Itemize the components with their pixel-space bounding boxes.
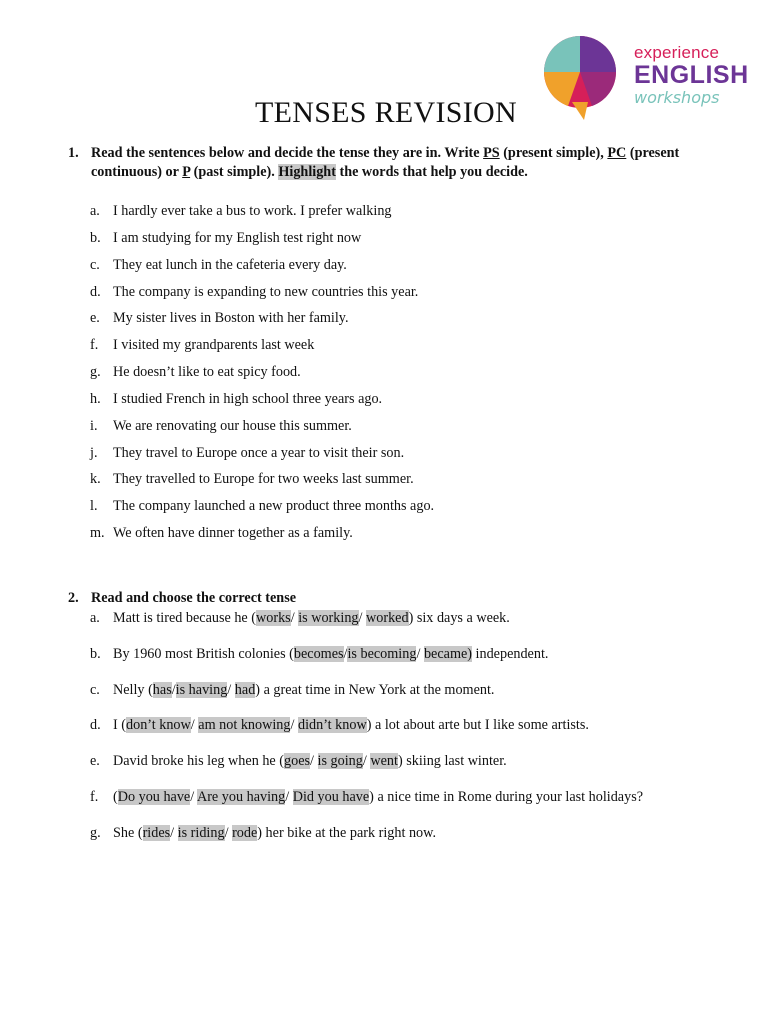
item-letter: l. — [90, 498, 98, 514]
separator: / — [170, 825, 178, 841]
item-text: I studied French in high school three years ago. — [113, 391, 383, 407]
item-text: He doesn’t like to eat spicy food. — [113, 364, 301, 380]
item-letter: g. — [90, 825, 101, 841]
item-letter: g. — [90, 364, 101, 380]
question-text — [91, 144, 728, 182]
item-text: I hardly ever take a bus to work. I prefer walking — [113, 203, 392, 219]
sentence-text: ) her bike at the park right now. — [257, 825, 437, 841]
item-text — [113, 717, 589, 734]
page-title: TENSES REVISION — [254, 96, 517, 129]
sentence-text: ) a nice time in Rome during your last holidays? — [369, 789, 644, 805]
separator: / — [362, 753, 371, 769]
item-text — [113, 789, 643, 806]
instruction-text: (past simple). — [190, 164, 279, 180]
item-text — [113, 825, 436, 842]
option-3: had — [234, 682, 256, 698]
option-2: am not knowing — [198, 717, 291, 733]
ps-label: PS — [483, 145, 500, 161]
separator: / — [416, 646, 424, 662]
item-letter: f. — [90, 337, 99, 353]
option-1: don’t know — [126, 717, 191, 733]
question-number: 2. — [68, 590, 79, 606]
option-3: went — [370, 753, 398, 769]
option-1: becomes — [293, 646, 344, 662]
highlight-word: Highlight — [278, 164, 336, 180]
sentence-text: David broke his leg when he ( — [113, 753, 284, 769]
separator: / — [358, 610, 366, 626]
sentence-text: ( — [113, 789, 118, 805]
separator: / — [171, 682, 176, 698]
logo-workshops-text: workshops — [634, 88, 720, 107]
option-1: rides — [142, 825, 171, 841]
logo-experience-text: experience — [634, 43, 720, 62]
option-2: is riding — [177, 825, 225, 841]
sentence-text: Matt is tired because he ( — [113, 610, 257, 626]
item-letter: c. — [90, 257, 100, 273]
option-3: rode — [232, 825, 258, 841]
instruction-text: the words that help you decide. — [335, 164, 528, 180]
item-text: The company is expanding to new countries this year. — [113, 284, 419, 300]
sentence-text: By 1960 most British colonies ( — [113, 646, 294, 662]
item-text: They travelled to Europe for two weeks last summer. — [113, 471, 414, 487]
item-text — [113, 753, 507, 770]
option-2: is having — [175, 682, 228, 698]
item-letter: b. — [90, 230, 101, 246]
logo-english-text: ENGLISH — [634, 61, 749, 89]
item-text: The company launched a new product three months ago. — [113, 498, 435, 514]
item-text — [113, 610, 510, 627]
option-3: became) — [423, 646, 472, 662]
item-letter: e. — [90, 753, 100, 769]
sentence-text: ) six days a week. — [408, 610, 510, 626]
option-2: is working — [298, 610, 359, 626]
question-1-instructions — [68, 144, 728, 182]
option-3: worked — [366, 610, 409, 626]
item-text — [113, 646, 548, 663]
item-text: My sister lives in Boston with her family. — [113, 310, 349, 326]
separator: / — [227, 682, 235, 698]
option-2: is becoming — [347, 646, 417, 662]
item-letter: b. — [90, 646, 101, 662]
separator: / — [224, 825, 233, 841]
item-text: We are renovating our house this summer. — [113, 418, 352, 434]
separator: / — [290, 717, 298, 733]
item-text: I visited my grandparents last week — [113, 337, 315, 353]
separator: / — [343, 646, 348, 662]
item-letter: a. — [90, 203, 100, 219]
item-letter: c. — [90, 682, 100, 698]
item-text — [113, 682, 494, 699]
item-letter: a. — [90, 610, 100, 626]
item-letter: f. — [90, 789, 99, 805]
separator: / — [190, 717, 199, 733]
item-text: We often have dinner together as a family. — [113, 525, 353, 541]
pc-label: PC — [607, 145, 627, 161]
option-2: Are you having — [196, 789, 286, 805]
sentence-text: I ( — [113, 717, 126, 733]
option-1: has — [152, 682, 172, 698]
question-text: Read and choose the correct tense — [91, 590, 297, 606]
option-2: is going — [317, 753, 363, 769]
sentence-text: Nelly ( — [113, 682, 153, 698]
option-1: goes — [284, 753, 311, 769]
separator: / — [310, 753, 318, 769]
item-letter: m. — [90, 525, 105, 541]
sentence-text: She ( — [113, 825, 143, 841]
instruction-text: (present simple), — [499, 145, 608, 161]
item-text: I am studying for my English test right now — [113, 230, 362, 246]
option-3: Did you have — [292, 789, 370, 805]
question-number: 1. — [68, 145, 79, 161]
option-3: didn’t know — [297, 717, 367, 733]
separator: / — [285, 789, 293, 805]
item-text: They eat lunch in the cafeteria every day. — [113, 257, 347, 273]
item-letter: d. — [90, 284, 101, 300]
separator: / — [190, 789, 197, 805]
sentence-text: ) a lot about arte but I like some artists. — [366, 717, 589, 733]
question-2-instructions — [68, 590, 296, 607]
instruction-text: (present continuous) or — [91, 145, 680, 180]
sentence-text: independent. — [472, 646, 549, 662]
option-1: Do you have — [117, 789, 191, 805]
item-letter: d. — [90, 717, 101, 733]
p-label: P — [182, 164, 191, 180]
option-1: works — [256, 610, 291, 626]
sentence-text: ) skiing last winter. — [397, 753, 507, 769]
item-letter: i. — [90, 418, 98, 434]
instruction-text: Read the sentences below and decide the tense they are in. Write — [91, 145, 484, 161]
item-letter: e. — [90, 310, 100, 326]
sentence-text: ) a great time in New York at the moment. — [255, 682, 495, 698]
item-letter: k. — [90, 471, 101, 487]
item-text: They travel to Europe once a year to visit their son. — [113, 445, 405, 461]
item-letter: h. — [90, 391, 101, 407]
separator: / — [290, 610, 299, 626]
item-letter: j. — [90, 445, 98, 461]
